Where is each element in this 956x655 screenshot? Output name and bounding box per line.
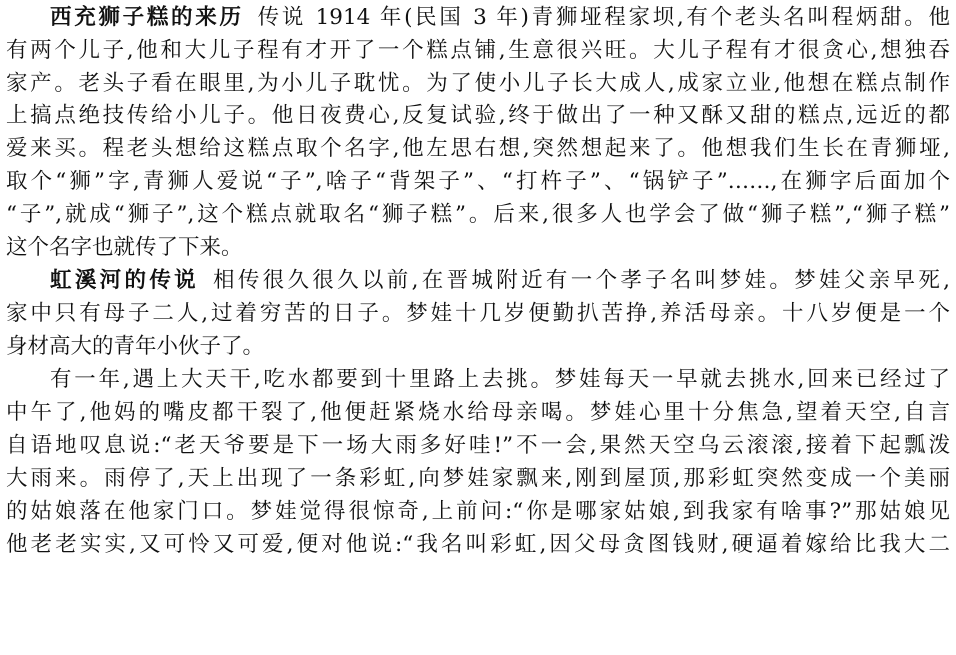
text-line: 爱来买。程老头想给这糕点取个名字,他左思右想,突然想起来了。他想我们生长在青狮垭, bbox=[6, 136, 950, 161]
text-line: 这个名字也就传了下来。 bbox=[6, 235, 243, 260]
text-line: 有一年,遇上大天干,吃水都要到十里路上去挑。梦娃每天一早就去挑水,回来已经过了 bbox=[50, 367, 950, 392]
text-line: 有两个儿子,他和大儿子程有才开了一个糕点铺,生意很兴旺。大儿子程有才很贪心,想独吞 bbox=[6, 38, 950, 63]
text-line: 的姑娘落在他家门口。梦娃觉得很惊奇,上前问:“你是哪家姑娘,到我家有啥事?”那姑娘见 bbox=[6, 499, 950, 524]
text-run: 相传很久很久以前,在晋城附近有一个孝子名叫梦娃。梦娃父亲早死, bbox=[212, 268, 950, 293]
text-line: “子”,就成“狮子”,这个糕点就取名“狮子糕”。后来,很多人也学会了做“狮子糕”,“狮子糕” bbox=[6, 202, 950, 227]
text-line: 他老老实实,又可怜又可爱,便对他说:“我名叫彩虹,因父母贪图钱财,硬逼着嫁给比我大二 bbox=[6, 532, 950, 557]
text-line: 家中只有母子二人,过着穷苦的日子。梦娃十几岁便勤扒苦挣,养活母亲。十八岁便是一个 bbox=[6, 301, 950, 326]
text-line bbox=[50, 2, 950, 33]
text-line: 中午了,他妈的嘴皮都干裂了,他便赶紧烧水给母亲喝。梦娃心里十分焦急,望着天空,自言 bbox=[6, 400, 950, 425]
section-heading: 虹溪河的传说 bbox=[50, 268, 199, 293]
text-line: 身材高大的青年小伙子了。 bbox=[6, 334, 265, 359]
text-run: 传说 1914 年(民国 3 年)青狮垭程家坝,有个老头名叫程炳甜。他 bbox=[257, 5, 950, 30]
text-line: 大雨来。雨停了,天上出现了一条彩虹,向梦娃家飘来,刚到屋顶,那彩虹突然变成一个美丽 bbox=[6, 466, 950, 491]
text-line: 上搞点绝技传给小儿子。他日夜费心,反复试验,终于做出了一种又酥又甜的糕点,远近的都 bbox=[6, 103, 950, 128]
text-line: 取个“狮”字,青狮人爱说“子”,啥子“背架子”、“打杵子”、“锅铲子”……,在狮字后面加个 bbox=[6, 169, 950, 194]
text-line: 自语地叹息说:“老天爷要是下一场大雨多好哇!”不一会,果然天空乌云滚滚,接着下起瓢泼 bbox=[6, 433, 950, 458]
text-line bbox=[50, 265, 950, 296]
section-heading: 西充狮子糕的来历 bbox=[50, 5, 244, 30]
text-line: 家产。老头子看在眼里,为小儿子耽忧。为了使小儿子长大成人,成家立业,他想在糕点制作 bbox=[6, 71, 950, 96]
